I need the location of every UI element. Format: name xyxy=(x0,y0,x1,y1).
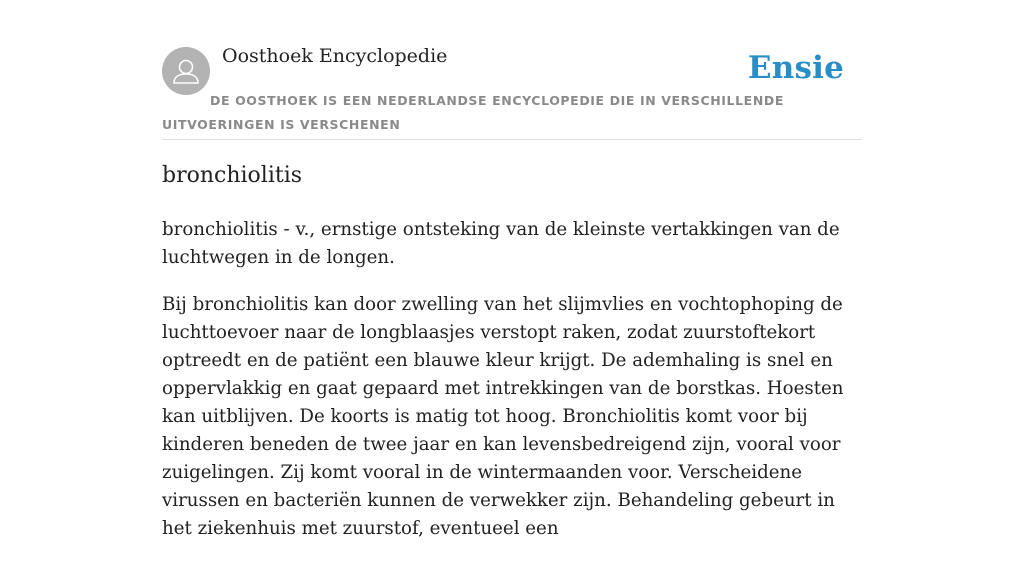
brand-logo[interactable]: Ensie xyxy=(747,50,844,86)
entry-paragraph: Bij bronchiolitis kan door zwelling van het slijmvlies en vochtophoping de luchttoevoer naar de longblaasjes verstopt raken, zodat zuurstoftekort optreedt en de patiënt een blauwe kleur krijgt. De ademhaling is snel en oppervlakkig en gaat gepaard met intrekkingen van de borstkas. Hoesten kan uitblijven. De koorts is matig tot hoog. Bronchiolitis komt voor bij kinderen beneden de twee jaar en kan levensbedreigend zijn, vooral voor zuigelingen. Zij komt vooral in de wintermaanden voor. Verscheidene virussen en bacteriën kunnen de verwekker zijn. Behandeling gebeurt in het ziekenhuis met zuurstof, eventueel een xyxy=(162,294,844,539)
entry-title: bronchiolitis xyxy=(162,163,303,188)
header-divider xyxy=(162,139,862,140)
source-title[interactable]: Oosthoek Encyclopedie xyxy=(222,45,448,67)
user-avatar-icon[interactable] xyxy=(162,47,210,95)
entry-paragraph: bronchiolitis - v., ernstige ontsteking van de kleinste vertakkingen van de luchtwegen in de longen. xyxy=(162,219,840,268)
entry-body xyxy=(162,216,862,562)
source-description: DE OOSTHOEK IS EEN NEDERLANDSE ENCYCLOPEDIE DIE IN VERSCHILLENDE UITVOERINGEN IS VERSCHENEN xyxy=(162,93,784,132)
